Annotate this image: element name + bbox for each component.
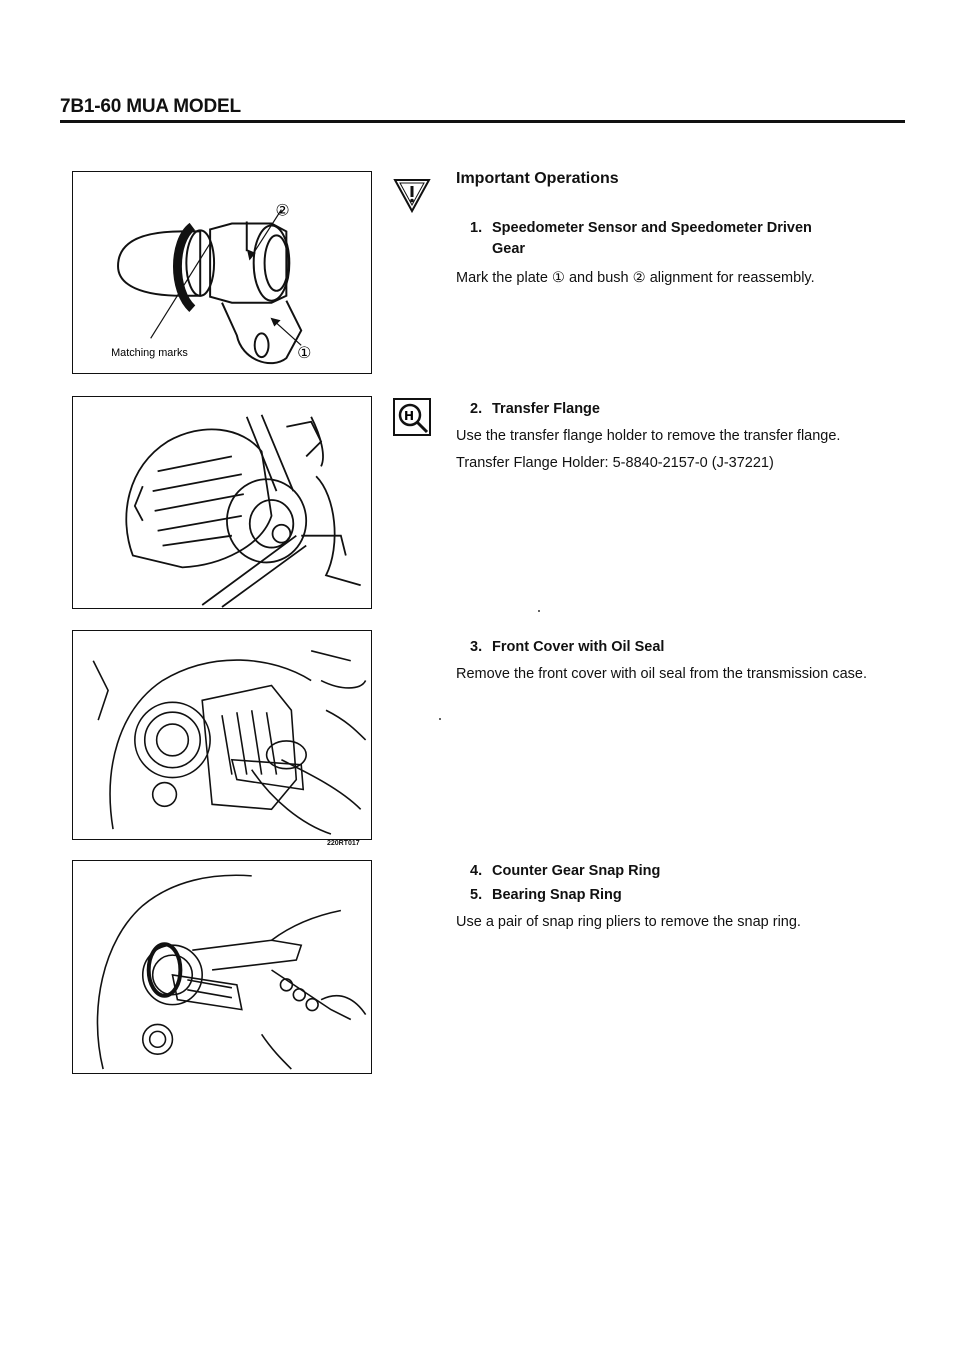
special-tool-icon <box>393 398 431 436</box>
step-4-number: 4. <box>470 863 483 879</box>
step-5-title <box>470 885 906 906</box>
step-3 <box>456 637 906 685</box>
step-1-callout-1: ① <box>551 270 565 286</box>
step-3-title <box>470 637 906 658</box>
step-2-title-text: Transfer Flange <box>492 401 600 417</box>
step-4-title <box>470 861 906 882</box>
figure-snap-ring-pliers <box>72 860 372 1074</box>
section-title: Important Operations <box>456 170 619 187</box>
step-1-title <box>470 218 896 260</box>
svg-text:H: H <box>404 409 415 423</box>
step-3-title-text: Front Cover with Oil Seal <box>492 639 665 655</box>
step-4-title-text: Counter Gear Snap Ring <box>492 863 661 879</box>
snap-ring-illustration <box>73 861 371 1073</box>
warning-triangle-icon <box>393 176 431 214</box>
step-1-title-line1: Speedometer Sensor and Speedometer Driven <box>492 220 812 236</box>
callout-2: ② <box>275 200 290 220</box>
matching-marks-illustration <box>73 172 371 373</box>
step-5-number: 5. <box>470 887 483 903</box>
step-4-5-body: Use a pair of snap ring pliers to remove the snap ring. <box>456 914 801 930</box>
matching-marks-label: Matching marks <box>111 347 188 360</box>
figure-transfer-flange-holder <box>72 396 372 609</box>
step-1-body-post: alignment for reassembly. <box>649 270 815 286</box>
transfer-flange-illustration <box>73 397 371 608</box>
figure-front-cover-removal <box>72 630 372 840</box>
front-cover-illustration <box>73 631 371 839</box>
step-3-body: Remove the front cover with oil seal from the transmission case. <box>456 666 867 682</box>
step-4-5 <box>456 861 906 933</box>
step-1 <box>456 218 896 289</box>
header-rule <box>60 120 905 123</box>
step-1-body-pre: Mark the plate <box>456 270 548 286</box>
step-1-body <box>456 268 896 289</box>
step-1-title-line2: Gear <box>492 241 526 257</box>
step-2-number: 2. <box>470 401 483 417</box>
step-2-title <box>470 399 906 420</box>
figure-matching-marks <box>72 171 372 374</box>
step-1-body-mid: and bush <box>568 270 629 286</box>
figure-code: 220RT017 <box>327 840 360 847</box>
callout-1: ① <box>297 343 312 363</box>
step-2 <box>456 399 906 474</box>
stray-dot <box>538 610 540 612</box>
step-3-number: 3. <box>470 639 483 655</box>
step-2-tool: Transfer Flange Holder: 5-8840-2157-0 (J-37221) <box>456 455 774 471</box>
step-5-title-text: Bearing Snap Ring <box>492 887 622 903</box>
stray-dot <box>439 718 441 720</box>
page-header-title: 7B1-60 MUA MODEL <box>60 96 241 117</box>
step-2-body: Use the transfer flange holder to remove the transfer flange. <box>456 428 841 444</box>
step-1-callout-2: ② <box>632 270 646 286</box>
step-1-number: 1. <box>470 220 483 236</box>
